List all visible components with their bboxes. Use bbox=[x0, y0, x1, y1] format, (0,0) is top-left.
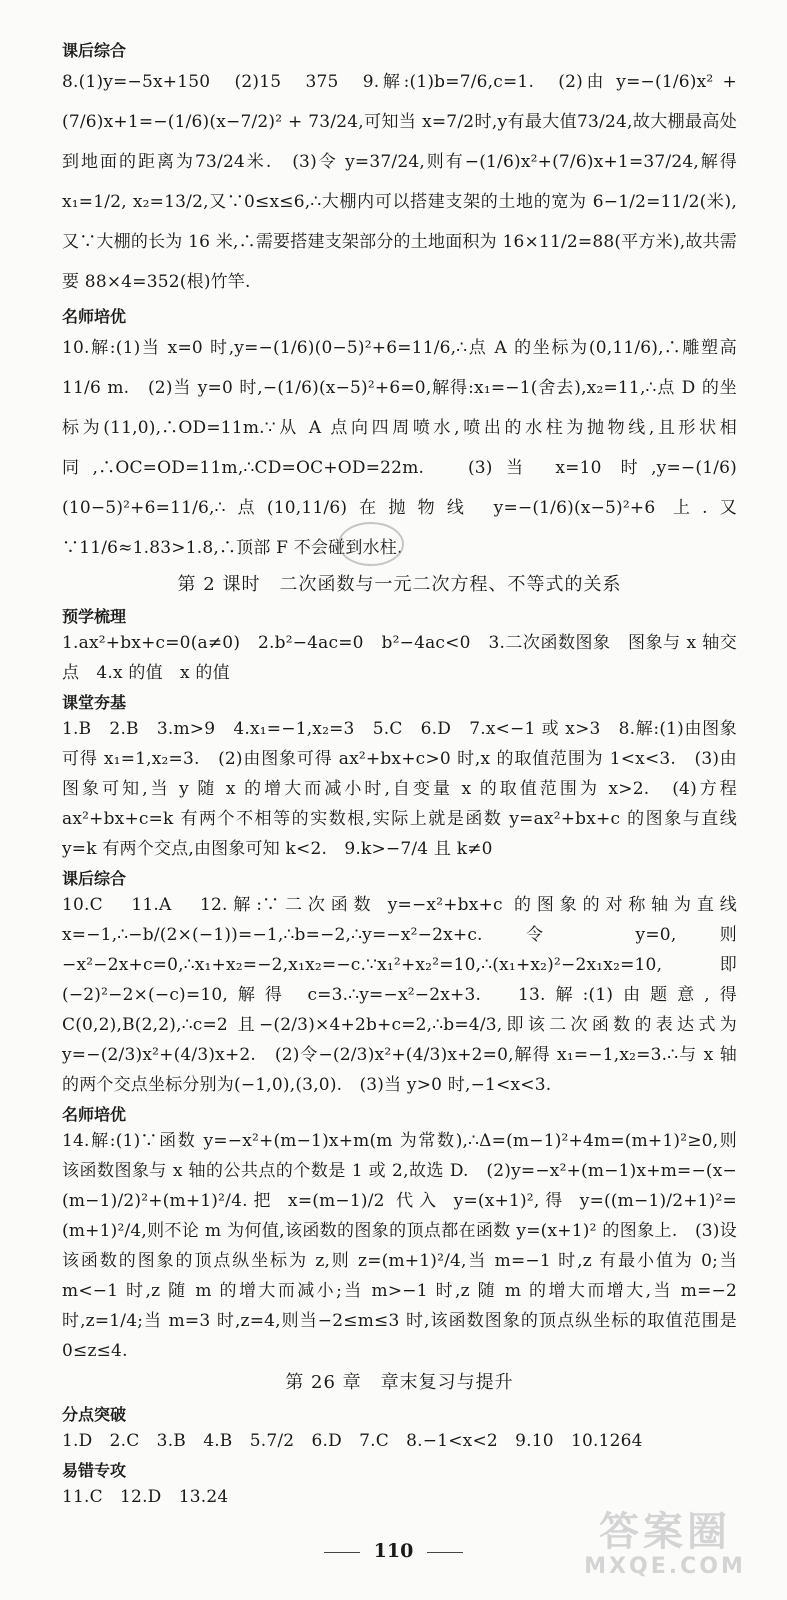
answer-paragraph: 11.C 12.D 13.24 bbox=[62, 1487, 229, 1507]
page-number-text: 110 bbox=[373, 1540, 414, 1562]
answer-paragraph: 1.B 2.B 3.m>9 4.x₁=−1,x₂=3 5.C 6.D 7.x<−1 或 x>3 8.解:(1)由图象可得 x₁=1,x₂=3. (2)由图象可得 ax²+bx+c>0 时,x 的取值范围为 1<x<3. (3)由图象可知,当 y 随 x 的增大而减小时,自变量 x 的取值范围为 x>2. (4)方程 ax²+bx+c=k 有两个不相等的实数根,实际上就是函数 y=ax²+bx+c 的图象与直线 y=k 有两个交点,由图象可知 k<2. 9.k>−7/4 且 k≠0 bbox=[62, 719, 737, 859]
lesson-title: 第 2 课时 二次函数与一元二次方程、不等式的关系 bbox=[177, 574, 622, 595]
answer-paragraph: 1.ax²+bx+c=0(a≠0) 2.b²−4ac=0 b²−4ac<0 3.二次函数图象 图象与 x 轴交点 4.x 的值 x 的值 bbox=[62, 633, 737, 683]
answer-paragraph: 10.C 11.A 12.解:∵二次函数 y=−x²+bx+c 的图象的对称轴为直线 x=−1,∴−b/(2×(−1))=−1,∴b=−2,∴y=−x²−2x+c.令 y=0,则−x²−2x+c=0,∴x₁+x₂=−2,x₁x₂=−c.∵x₁²+x₂²=10,∴(x₁+x₂)²−2x₁x₂=10,即(−2)²−2×(−c)=10,解得 c=3.∴y=−x²−2x+3. 13.解:(1)由题意,得 C(0,2),B(2,2),∴c=2 且−(2/3)×4+2b+c=2,∴b=4/3,即该二次函数的表达式为 y=−(2/3)x²+(4/3)x+2. (2)令−(2/3)x²+(4/3)x+2=0,解得 x₁=−1,x₂=3.∴与 x 轴的两个交点坐标分别为(−1,0),(3,0). (3)当 y>0 时,−1<x<3. bbox=[62, 895, 737, 1095]
chapter-title: 第 26 章 章末复习与提升 bbox=[285, 1372, 514, 1393]
faded-stamp-mark bbox=[338, 522, 404, 566]
section-heading: 课后综合 bbox=[62, 41, 127, 60]
section-heading: 分点突破 bbox=[62, 1405, 127, 1424]
section-heading: 课堂夯基 bbox=[62, 693, 127, 712]
section-heading: 预学梳理 bbox=[62, 607, 127, 626]
answer-page-body bbox=[62, 36, 737, 1512]
answer-paragraph: 14.解:(1)∵函数 y=−x²+(m−1)x+m(m 为常数),∴Δ=(m−1)²+4m=(m+1)²≥0,则该函数图象与 x 轴的公共点的个数是 1 或 2,故选 D. (2)y=−x²+(m−1)x+m=−(x−(m−1)/2)²+(m+1)²/4.把 x=(m−1)/2 代入 y=(x+1)²,得 y=((m−1)/2+1)²=(m+1)²/4,则不论 m 为何值,该函数的图象的顶点都在函数 y=(x+1)² 的图象上. (3)设该函数的图象的顶点纵坐标为 z,则 z=(m+1)²/4,当 m=−1 时,z 有最小值为 0;当 m<−1 时,z 随 m 的增大而减小;当 m>−1 时,z 随 m 的增大而增大,当 m=−2 时,z=1/4;当 m=3 时,z=4,则当−2≤m≤3 时,该函数图象的顶点纵坐标的取值范围是 0≤z≤4. bbox=[62, 1131, 737, 1361]
section-heading: 易错专攻 bbox=[62, 1461, 127, 1480]
answer-paragraph: 1.D 2.C 3.B 4.B 5.7/2 6.D 7.C 8.−1<x<2 9.10 10.1264 bbox=[62, 1431, 643, 1451]
section-heading: 名师培优 bbox=[62, 307, 127, 326]
page-number-right-rule bbox=[427, 1552, 463, 1553]
answer-paragraph: 8.(1)y=−5x+150 (2)15 375 9.解:(1)b=7/6,c=1. (2)由 y=−(1/6)x² + (7/6)x+1=−(1/6)(x−7/2)² + 73/24,可知当 x=7/2时,y有最大值73/24,故大棚最高处到地面的距离为73/24米. (3)令 y=37/24,则有−(1/6)x²+(7/6)x+1=37/24,解得 x₁=1/2, x₂=13/2,又∵0≤x≤6,∴大棚内可以搭建支架的土地的宽为 6−1/2=11/2(米),又∵大棚的长为 16 米,∴需要搭建支架部分的土地面积为 16×11/2=88(平方米),故共需要 88×4=352(根)竹竿. bbox=[62, 72, 737, 292]
section-heading: 课后综合 bbox=[62, 869, 127, 888]
page-number-left-rule bbox=[324, 1552, 360, 1553]
watermark-url: MXQE.COM bbox=[584, 1554, 746, 1579]
section-heading: 名师培优 bbox=[62, 1105, 127, 1124]
answer-paragraph: 10.解:(1)当 x=0 时,y=−(1/6)(0−5)²+6=11/6,∴点 A 的坐标为(0,11/6),∴雕塑高11/6 m. (2)当 y=0 时,−(1/6)(x−5)²+6=0,解得:x₁=−1(舍去),x₂=11,∴点 D 的坐标为(11,0),∴OD=11m.∵从 A 点向四周喷水,喷出的水柱为抛物线,且形状相同,∴OC=OD=11m,∴CD=OC+OD=22m. (3)当 x=10 时,y=−(1/6)(10−5)²+6=11/6,∴点(10,11/6)在抛物线 y=−(1/6)(x−5)²+6 上.又∵11/6≈1.83>1.8,∴顶部 F 不会碰到水柱. bbox=[62, 338, 737, 558]
site-watermark bbox=[565, 1510, 765, 1586]
watermark-logo-text: 答案圈 bbox=[599, 1509, 731, 1555]
